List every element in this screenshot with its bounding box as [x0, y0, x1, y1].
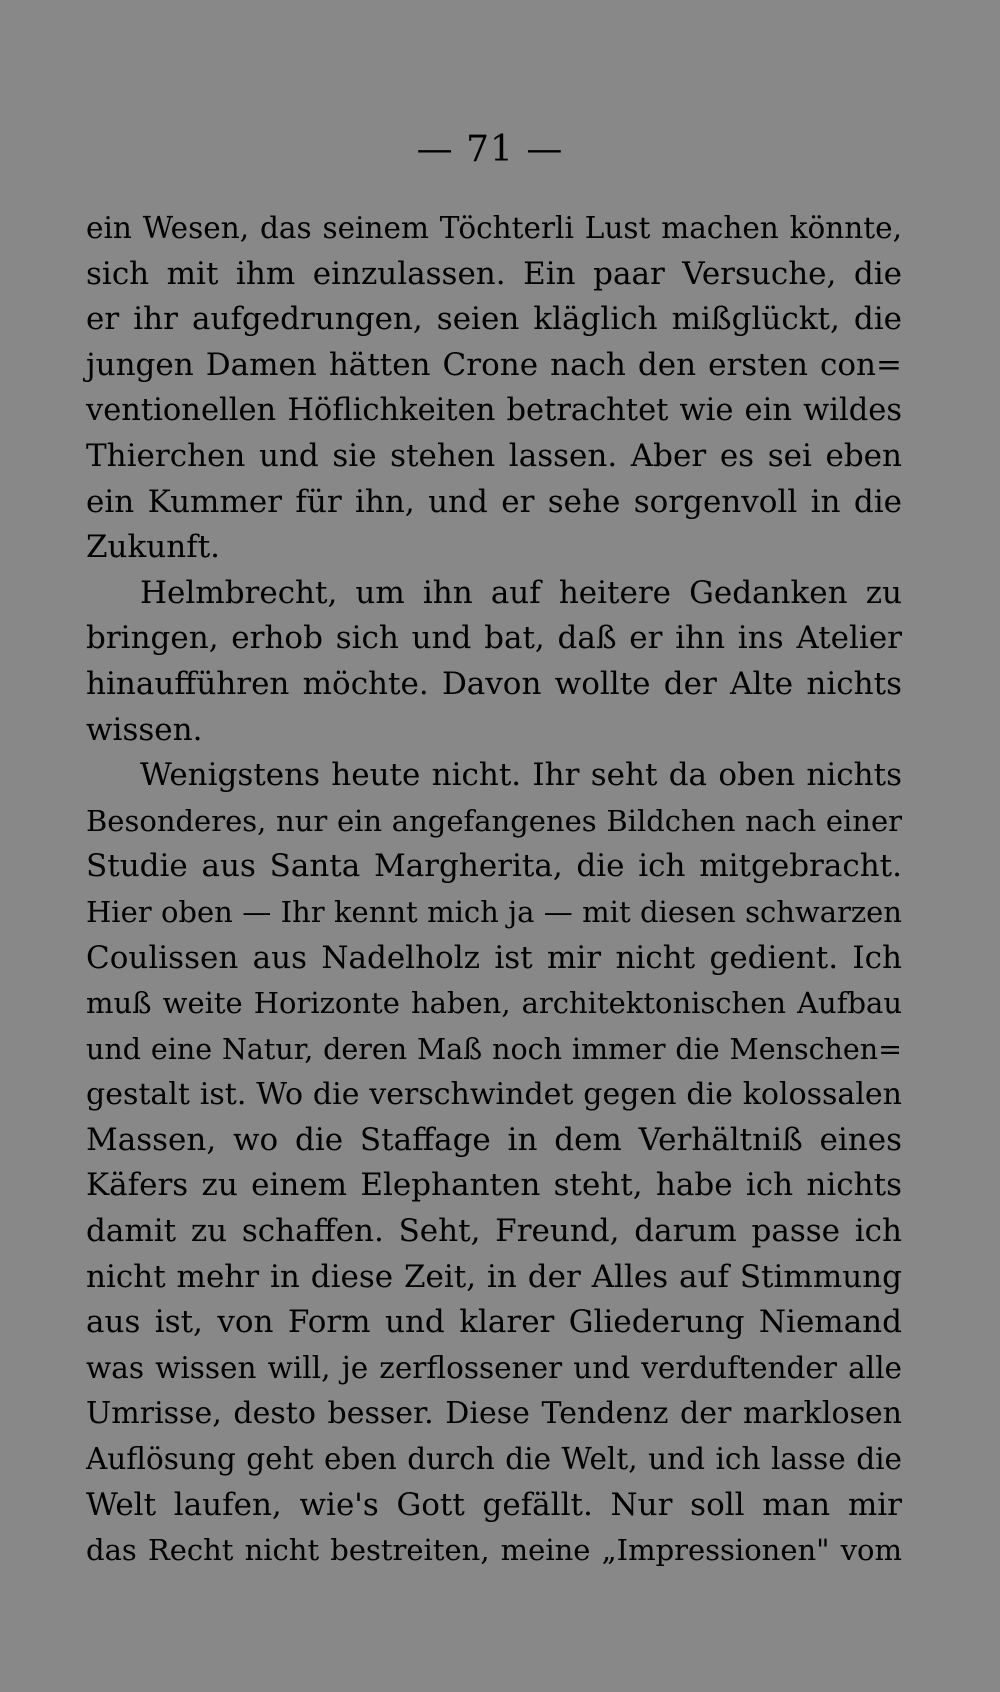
text-line: sich mit ihm einzulassen. Ein paar Versuche, die	[86, 255, 902, 292]
text-line: Massen, wo die Staffage in dem Verhältniß eines	[86, 1121, 902, 1158]
text-line: ein Wesen, das seinem Töchterli Lust machen könnte,	[86, 211, 902, 245]
text-line: was wissen will, je zerflossener und verduftender alle	[86, 1350, 902, 1385]
text-line: Welt laufen, wie's Gott gefällt. Nur soll man mir	[86, 1486, 902, 1523]
text-line: Käfers zu einem Elephanten steht, habe ich nichts	[86, 1167, 902, 1204]
text-line: aus ist, von Form und klarer Gliederung Niemand	[86, 1304, 902, 1341]
text-line: Umrisse, desto besser. Diese Tendenz der marklosen	[86, 1396, 902, 1432]
text-line: nicht mehr in diese Zeit, in der Alles auf Stimmung	[86, 1258, 902, 1295]
text-line: Auflösung geht eben durch die Welt, und ich lasse die	[86, 1442, 902, 1477]
text-line: Thierchen und sie stehen lassen. Aber es sei eben	[86, 437, 902, 474]
text-line: wissen.	[86, 711, 203, 748]
text-line: bringen, erhob sich und bat, daß er ihn ins Atelier	[86, 620, 902, 657]
text-line: damit zu schaffen. Seht, Freund, darum passe ich	[86, 1213, 902, 1250]
text-line: Zukunft.	[86, 529, 221, 566]
text-line: er ihr aufgedrungen, seien kläglich mißglückt, die	[86, 301, 902, 338]
text-line: hinaufführen möchte. Davon wollte der Alte nichts	[86, 665, 902, 702]
body-text	[86, 206, 902, 1574]
text-line: muß weite Horizonte haben, architektonischen Aufbau	[86, 986, 902, 1021]
text-line: und eine Natur, deren Maß noch immer die Menschen=	[86, 1032, 902, 1066]
page-number: — 71 —	[416, 129, 564, 170]
text-line: ventionellen Höflichkeiten betrachtet wie ein wildes	[86, 393, 902, 429]
text-line: Coulissen aus Nadelholz ist mir nicht gedient. Ich	[86, 939, 902, 976]
text-line: Studie aus Santa Margherita, die ich mitgebracht.	[86, 848, 902, 885]
text-line: ein Kummer für ihn, und er sehe sorgenvoll in die	[86, 483, 902, 520]
text-line: jungen Damen hätten Crone nach den ersten con=	[86, 346, 902, 383]
text-line: Besonderes, nur ein angefangenes Bildchen nach einer	[86, 803, 902, 838]
text-line: Hier oben — Ihr kennt mich ja — mit diesen schwarzen	[86, 894, 902, 929]
text-line: das Recht nicht bestreiten, meine „Impressionen" vom	[86, 1533, 902, 1568]
text-line: Helmbrecht, um ihn auf heitere Gedanken zu	[140, 574, 902, 611]
text-line: gestalt ist. Wo die verschwindet gegen die kolossalen	[86, 1077, 902, 1113]
text-line: Wenigstens heute nicht. Ihr seht da oben nichts	[140, 757, 902, 794]
